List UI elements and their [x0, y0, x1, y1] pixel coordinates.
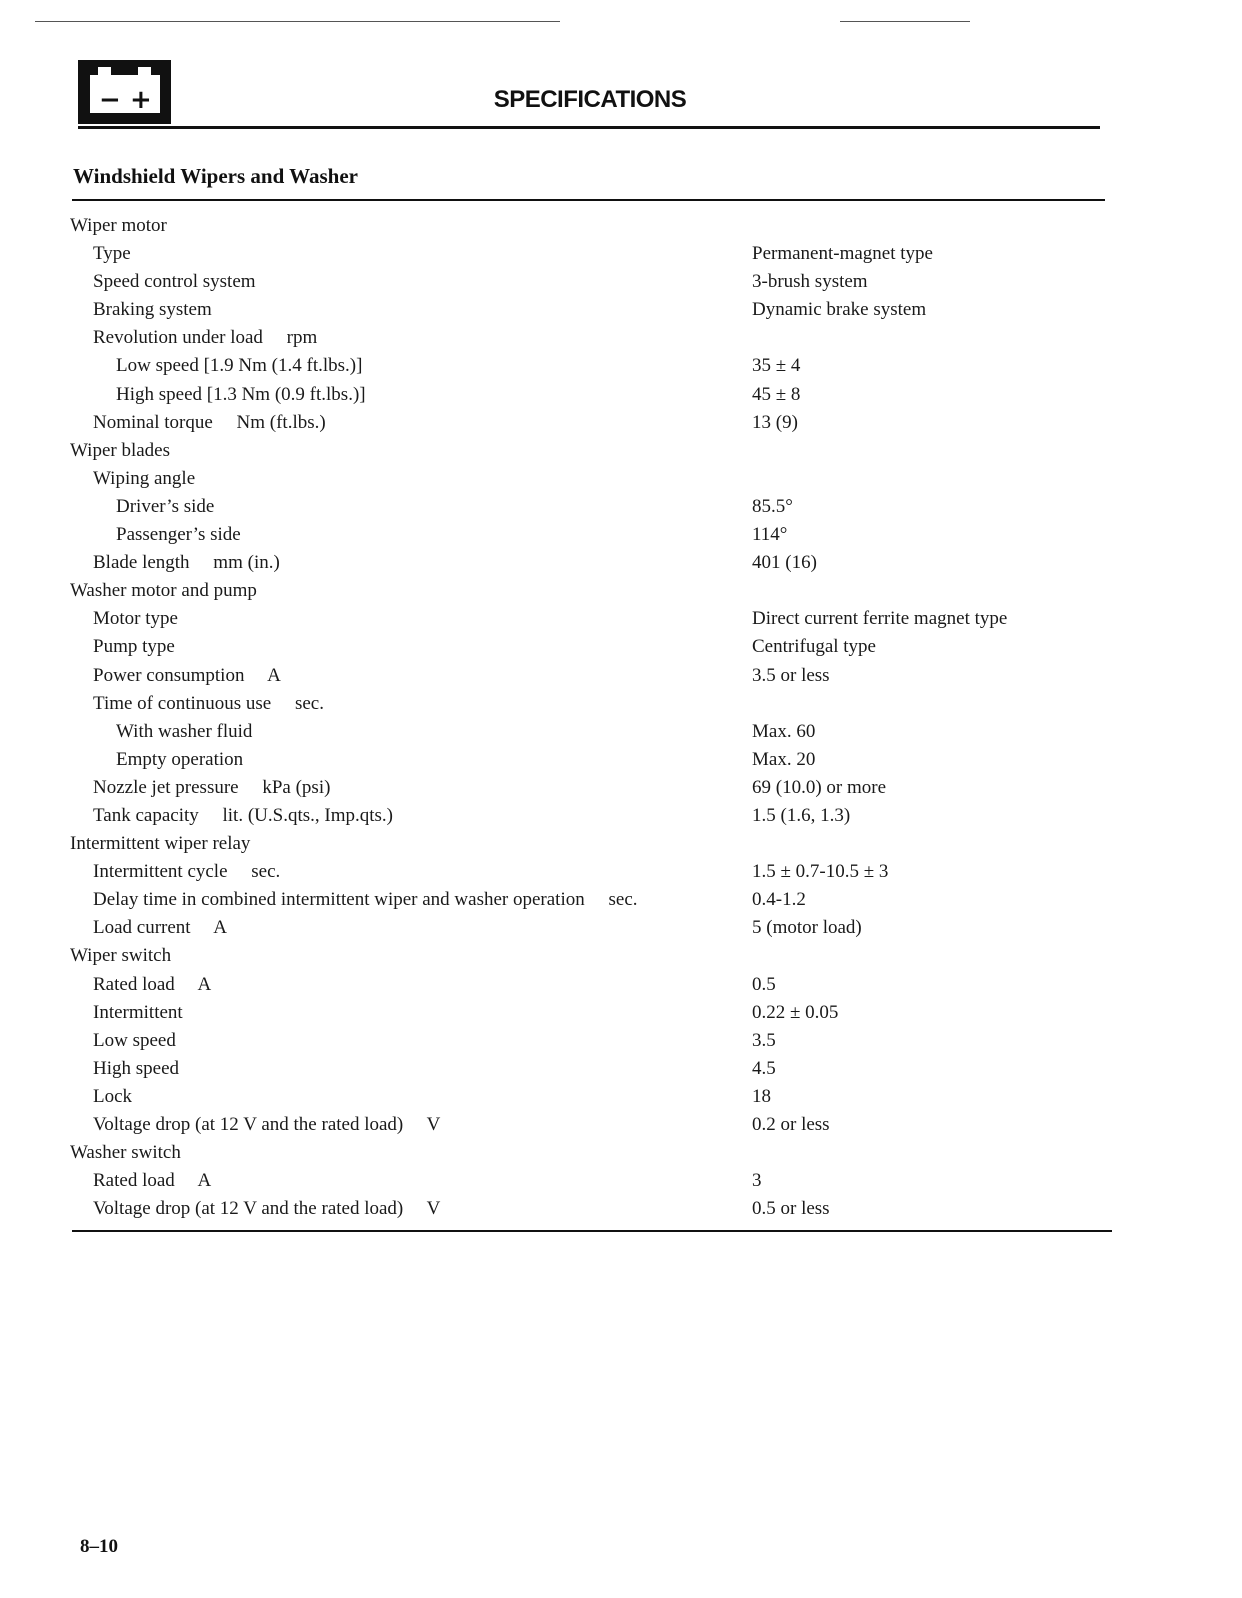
spec-label: Intermittent — [93, 1001, 183, 1023]
spec-row — [0, 802, 1242, 830]
spec-row — [0, 662, 1242, 690]
spec-value: Direct current ferrite magnet type — [752, 608, 1008, 630]
spec-row — [0, 858, 1242, 886]
spec-label: Rated load A — [93, 973, 212, 995]
spec-label: Driver’s side — [116, 495, 215, 517]
spec-value: 0.2 or less — [752, 1114, 830, 1135]
spec-value: 3.5 — [752, 1029, 776, 1051]
spec-label: Intermittent cycle sec. — [93, 861, 281, 883]
page-title: SPECIFICATIONS — [493, 86, 687, 113]
spec-row — [0, 1195, 1242, 1223]
spec-row — [0, 296, 1242, 324]
spec-row — [0, 971, 1242, 999]
section-title: Windshield Wipers and Washer — [73, 164, 358, 188]
spec-row — [0, 549, 1242, 577]
battery-minus-sign: − — [99, 85, 121, 115]
spec-label: Delay time in combined intermittent wiper and washer operation sec. — [93, 889, 638, 911]
battery-plus-sign: + — [130, 85, 152, 115]
spec-value: 3-brush system — [752, 271, 868, 293]
spec-row — [0, 718, 1242, 746]
spec-label: Low speed — [93, 1029, 176, 1051]
spec-row — [0, 774, 1242, 802]
spec-value: 13 (9) — [752, 411, 798, 433]
spec-value: 114° — [752, 524, 788, 546]
spec-label: Empty operation — [116, 748, 244, 770]
spec-row — [0, 493, 1242, 521]
spec-label: Nozzle jet pressure kPa (psi) — [93, 776, 331, 798]
spec-row — [0, 465, 1242, 493]
spec-value: 0.5 or less — [752, 1198, 830, 1220]
spec-label: Type — [93, 243, 131, 265]
spec-row — [0, 942, 1242, 970]
spec-label: Blade length mm (in.) — [93, 552, 280, 574]
spec-value: 85.5° — [752, 495, 793, 517]
spec-value: Centrifugal type — [752, 636, 876, 658]
spec-row — [0, 409, 1242, 437]
spec-value: 0.5 — [752, 973, 776, 995]
spec-value: 1.5 ± 0.7-10.5 ± 3 — [752, 861, 889, 883]
spec-label: High speed [1.3 Nm (0.9 ft.lbs.)] — [116, 383, 366, 405]
spec-label: Revolution under load rpm — [93, 327, 318, 349]
spec-row — [0, 1083, 1242, 1111]
spec-label: Lock — [93, 1085, 133, 1107]
spec-label: Passenger’s side — [116, 524, 241, 546]
section-rule — [72, 199, 1105, 201]
spec-label: Motor type — [93, 608, 178, 630]
spec-label: Wiping angle — [93, 467, 196, 489]
spec-value: 0.4-1.2 — [752, 889, 806, 911]
spec-label: Wiper switch — [70, 945, 172, 967]
spec-value: Dynamic brake system — [752, 299, 927, 321]
spec-label: Voltage drop (at 12 V and the rated load) V — [93, 1198, 441, 1220]
spec-label: Intermittent wiper relay — [70, 833, 251, 855]
spec-label: Power consumption A — [93, 664, 281, 686]
spec-row — [0, 1139, 1242, 1167]
page-number: 8–10 — [80, 1536, 118, 1557]
spec-row — [0, 352, 1242, 380]
spec-value: Max. 20 — [752, 748, 816, 770]
spec-row — [0, 633, 1242, 661]
spec-value: 401 (16) — [752, 552, 817, 574]
spec-row — [0, 1027, 1242, 1055]
spec-label: Braking system — [93, 299, 212, 321]
top-scan-line-left — [35, 21, 560, 22]
spec-row — [0, 914, 1242, 942]
spec-label: Speed control system — [93, 271, 256, 293]
spec-row — [0, 381, 1242, 409]
spec-row — [0, 212, 1242, 240]
spec-value: 0.22 ± 0.05 — [752, 1001, 839, 1023]
spec-value: Max. 60 — [752, 720, 816, 742]
spec-row — [0, 240, 1242, 268]
spec-label: Tank capacity lit. (U.S.qts., Imp.qts.) — [93, 804, 393, 826]
header-rule — [78, 126, 1100, 129]
spec-row — [0, 746, 1242, 774]
spec-label: With washer fluid — [116, 720, 253, 742]
spec-row — [0, 521, 1242, 549]
spec-value: 3 — [752, 1170, 762, 1192]
spec-label: Washer motor and pump — [70, 580, 257, 602]
spec-table — [0, 212, 1242, 1223]
spec-label: Voltage drop (at 12 V and the rated load) V — [93, 1114, 441, 1135]
spec-row — [0, 605, 1242, 633]
spec-label: Low speed [1.9 Nm (1.4 ft.lbs.)] — [116, 355, 363, 377]
spec-label: Time of continuous use sec. — [93, 692, 324, 714]
spec-label: High speed — [93, 1057, 180, 1079]
spec-label: Wiper blades — [70, 439, 171, 461]
spec-row — [0, 1167, 1242, 1195]
spec-value: Permanent-magnet type — [752, 243, 933, 265]
spec-label: Nominal torque Nm (ft.lbs.) — [93, 411, 326, 433]
spec-label: Washer switch — [70, 1142, 181, 1164]
spec-row — [0, 324, 1242, 352]
spec-row — [0, 830, 1242, 858]
spec-label: Rated load A — [93, 1170, 212, 1192]
spec-value: 1.5 (1.6, 1.3) — [752, 804, 851, 826]
spec-value: 4.5 — [752, 1057, 776, 1079]
spec-value: 18 — [752, 1085, 771, 1107]
spec-value: 3.5 or less — [752, 664, 830, 686]
spec-value: 69 (10.0) or more — [752, 776, 887, 798]
spec-label: Pump type — [93, 636, 175, 658]
spec-row — [0, 437, 1242, 465]
spec-row — [0, 577, 1242, 605]
top-scan-line-right — [840, 21, 970, 22]
spec-value: 45 ± 8 — [752, 383, 801, 405]
spec-row — [0, 268, 1242, 296]
spec-value: 35 ± 4 — [752, 355, 801, 377]
spec-row — [0, 690, 1242, 718]
spec-row — [0, 999, 1242, 1027]
spec-label: Wiper motor — [70, 215, 167, 236]
spec-row — [0, 886, 1242, 914]
spec-value: 5 (motor load) — [752, 917, 862, 939]
spec-label: Load current A — [93, 917, 228, 939]
table-end-rule — [72, 1230, 1112, 1232]
spec-row — [0, 1055, 1242, 1083]
spec-row — [0, 1111, 1242, 1139]
